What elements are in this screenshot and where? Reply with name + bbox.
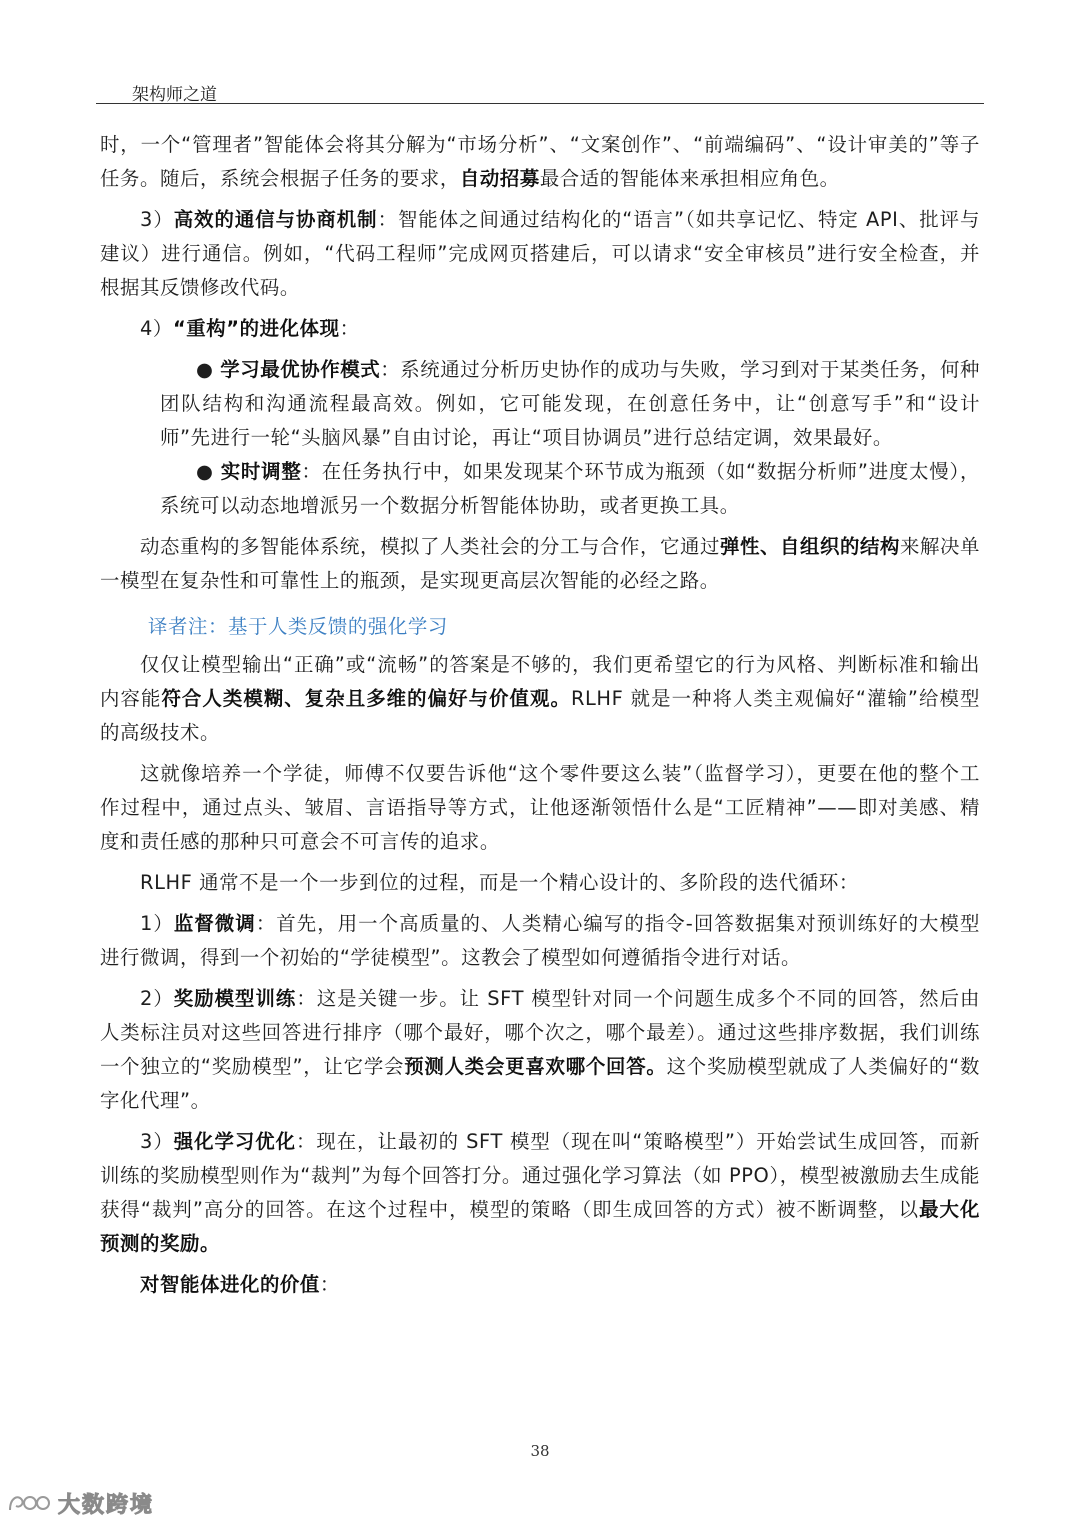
paragraph-1 <box>100 128 980 196</box>
bold-text: “重构”的进化体现 <box>172 317 340 340</box>
bold-text: 高效的通信与协商机制 <box>173 208 378 231</box>
header-title: 架构师之道 <box>132 85 217 105</box>
translator-note-heading: 译者注：基于人类反馈的强化学习 <box>148 615 448 638</box>
bold-text: 符合人类模糊、复杂且多维的偏好与价值观。 <box>161 687 571 710</box>
text: 仅仅让模型输出“正确”或“流畅”的答案是不够的，我们更希望它的行为风格、判断标准和输出内容能 <box>100 653 980 710</box>
text: 1） <box>140 912 174 935</box>
text: 3） <box>140 208 174 231</box>
bold-text: 监督微调 <box>173 912 256 935</box>
bold-text: 预测人类会更喜欢哪个回答。 <box>404 1055 667 1078</box>
paragraph-9 <box>100 982 980 1118</box>
page-content <box>100 128 980 1302</box>
bold-text: 对智能体进化的价值 <box>140 1273 320 1296</box>
watermark-text: 大数跨境 <box>58 1492 155 1518</box>
text: 3） <box>140 1130 174 1153</box>
watermark <box>6 1486 154 1520</box>
bold-text: 最大化预测的奖励。 <box>100 1198 980 1255</box>
paragraph-10 <box>100 1125 980 1261</box>
paragraph-6: 这就像培养一个学徒，师傅不仅要告诉他“这个零件要这么装”（监督学习），更要在他的整个工作过程中，通过点头、皱眉、言语指导等方式，让他逐渐领悟什么是“工匠精神”——即对美感、精度和责任感的那种只可意会不可言传的追求。 <box>100 762 980 853</box>
bullet-item-1 <box>100 353 980 455</box>
paragraph-4 <box>100 530 980 598</box>
text: ：智能体之间通过结构化的“语言”（如共享记忆、特定 API、批评与建议）进行通信。例如，“代码工程师”完成网页搭建后，可以请求“安全审核员”进行安全检查，并根据其反馈修改代码。 <box>100 208 980 299</box>
header-divider <box>96 103 984 104</box>
logo-icon <box>6 1490 52 1516</box>
bold-text: 强化学习优化 <box>173 1130 296 1153</box>
text: ：首先，用一个高质量的、人类精心编写的指令-回答数据集对预训练好的大模型进行微调，得到一个初始的“学徒模型”。这教会了模型如何遵循指令进行对话。 <box>100 912 980 969</box>
text: 最合适的智能体来承担相应角色。 <box>539 167 840 190</box>
bold-text: 奖励模型训练 <box>173 987 297 1010</box>
text: ：系统通过分析历史协作的成功与失败，学习到对于某类任务，何种团队结构和沟通流程最高效。例如，它可能发现，在创意任务中，让“创意写手”和“设计师”先进行一轮“头脑风暴”自由讨论，再让“项目协调员”进行总结定调，效果最好。 <box>160 358 980 449</box>
paragraph-8 <box>100 907 980 975</box>
bullet-icon: ● <box>196 358 221 381</box>
text: 4） <box>140 317 173 340</box>
text: 来解决单一模型在复杂性和可靠性上的瓶颈，是实现更高层次智能的必经之路。 <box>100 535 980 592</box>
paragraph-11 <box>100 1268 980 1302</box>
bold-text: 实时调整 <box>220 460 302 483</box>
text: 这个奖励模型就成了人类偏好的“数字化代理”。 <box>100 1055 980 1112</box>
text: 时，一个“管理者”智能体会将其分解为“市场分析”、“文案创作”、“前端编码”、“设计审美的”等子任务。随后，系统会根据子任务的要求， <box>100 133 980 190</box>
text: 2） <box>140 987 174 1010</box>
paragraph-3 <box>100 312 980 346</box>
text: ：现在，让最初的 SFT 模型（现在叫“策略模型”）开始尝试生成回答，而新训练的奖励模型则作为“裁判”为每个回答打分。通过强化学习算法（如 PPO），模型被激励去生成能获得“裁判”高分的回答。在这个过程中，模型的策略（即生成回答的方式）被不断调整，以 <box>100 1130 980 1221</box>
text: ：这是关键一步。让 SFT 模型针对同一个问题生成多个不同的回答，然后由人类标注员对这些回答进行排序（哪个最好，哪个次之，哪个最差）。通过这些排序数据，我们训练一个独立的“奖励模型”，让它学会 <box>100 987 980 1078</box>
text: 动态重构的多智能体系统，模拟了人类社会的分工与合作，它通过 <box>140 535 720 558</box>
bold-text: 自动招募 <box>459 167 540 190</box>
paragraph-5 <box>100 648 980 750</box>
text: ： <box>339 317 360 340</box>
bullet-item-2 <box>100 455 980 523</box>
text: ： <box>319 1273 340 1296</box>
paragraph-7: RLHF 通常不是一个一步到位的过程，而是一个精心设计的、多阶段的迭代循环： <box>140 871 859 894</box>
text: ：在任务执行中，如果发现某个环节成为瓶颈（如“数据分析师”进度太慢），系统可以动态地增派另一个数据分析智能体协助，或者更换工具。 <box>160 460 980 517</box>
text: RLHF 就是一种将人类主观偏好“灌输”给模型的高级技术。 <box>100 687 980 744</box>
bullet-icon: ● <box>196 460 221 483</box>
bold-text: 学习最优协作模式 <box>220 358 381 381</box>
bold-text: 弹性、自组织的结构 <box>720 535 900 558</box>
paragraph-2 <box>100 203 980 305</box>
page-number: 38 <box>530 1442 550 1460</box>
